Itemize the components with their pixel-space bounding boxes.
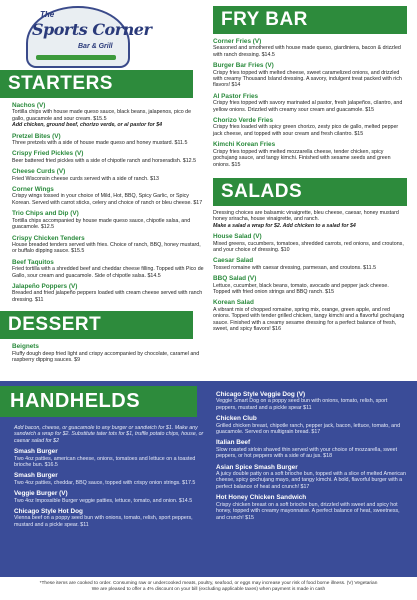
menu-item-description: Crispy fries topped with melted mozzarella cheese, tender chicken, spicy gochujang sauce, and tangy kimchi. Finished with sesame seeds and green onions. $15 [213,148,391,168]
menu-item [12,133,204,147]
menu-item [216,439,406,459]
menu-item-name: Crispy Chicken Tenders [12,234,85,242]
menu-item [213,38,407,58]
menu-item-name: Trio Chips and Dip (V) [12,210,79,218]
menu-item-name: Beef Taquitos [12,258,54,266]
menu-item [213,275,407,295]
restaurant-logo [26,6,152,64]
menu-item [216,391,406,411]
menu-item-description: Fried Wisconsin cheese curds served with a side of ranch. $13 [12,175,159,182]
menu-item-description: Grilled chicken breast, chipotle ranch, pepper jack, bacon, lettuce, tomato, and guacamole. Served on multigrain bread. $17 [216,422,401,436]
handhelds-right-list [216,391,406,521]
menu-item-description: Fluffy dough deep fried light and crispy accompanied by chocolate, caramel and raspberry dipping sauces. $9 [12,350,200,363]
menu-item-name: Corner Fries (V) [213,38,262,45]
menu-item-name: Al Pastor Fries [213,92,259,100]
menu-item-description: Tortilla chips with house made queso sauce, black beans, jalapenos, pico de gallo, guacamole and sour cream. $15.5 [12,109,192,122]
menu-item-name: Chorizo Verde Fries [213,117,274,125]
menu-item-description: Beer battered fried pickles with a side of chipotle ranch and horseradish. $12.5 [12,157,197,164]
menu-item-description: Tortilla chips accompanied by house made queso sauce, chipotle salsa, and guacamole. $12.5 [12,217,191,231]
salads-banner: SALADS [213,178,407,206]
menu-item-description: Fried tortilla with a shredded beef and cheddar cheese filling. Topped with Pico de Gallo, sour cream and guacamole. Side of chipotle salsa. $14.5 [12,266,204,279]
menu-item-description: A vibrant mix of chopped romaine, spring mix, orange, green apple, and red onions. Topped with tender grilled chicken, tangy kimchi and a flavorful gochujang sauce. Finished with a creamy sesame dressing for a perfect balance of fresh, sweet, and spicy flavors! $16 [213,306,405,332]
dessert-banner: DESSERT [0,311,193,339]
menu-item-description: Two 4oz patties, american cheese, onions, tomatoes and lettuce on a toasted brioche bun. $16.5 [14,455,196,469]
menu-item-description: Breaded and fried jalapeño peppers loaded with cream cheese served with ranch dressing. $11 [12,290,203,303]
salads-list [213,233,407,332]
menu-item-description: Crispy fries loaded with spicy green chorizo, zesty pico de gallo, melted pepper jack cheese, and topped with sour cream and fresh cilantro. $15 [213,124,399,137]
menu-item-name: Cheese Curds (V) [12,168,66,176]
footer-disclaimer: *These items are cooked to order. Consuming raw or undercooked meats, poultry, seafood, or eggs may increase your risk of food borne illness. (V) Vegetarian [39,581,378,586]
menu-item-description: Mixed greens, cucumbers, tomatoes, shredded carrots, red onions, and croutons, and your choice of dressing. $10 [213,240,404,253]
menu-item-description: Three pretzels with a side of house made queso and honey mustard. $11.5 [12,140,188,147]
menu-item-description: Tossed romaine with caesar dressing, parmesan, and croutons. $11.5 [213,264,377,271]
menu-item-name: Jalapeño Poppers (V) [12,282,78,290]
menu-item-description: Two 4oz Impossible Burger veggie patties, lettuce, tomato, and onion. $14.5 [14,497,193,504]
menu-item-description: Seasoned and smothered with house made queso, giardiniera, bacon & drizzled with ranch dressing. $14.5 [213,45,401,58]
menu-item [216,464,406,491]
menu-item-name: Kimchi Korean Fries [213,141,276,149]
menu-item [213,233,407,253]
menu-item-description: Veggie Smart Dog on a poppy seed bun with onions, tomato, relish, sport peppers, mustard and a pickle spear $11 [216,398,388,411]
dessert-list [12,343,204,363]
menu-item-description: Crispy wings tossed in your choice of Mild, Hot, BBQ, Spicy Garlic, or Spicy Korean. Served with carrot sticks, celery and choice of ranch or bleu cheese. $17 [12,193,203,206]
menu-item [213,141,407,168]
menu-item-description: Crispy fries topped with savory marinated al pastor, fresh jalapeños, cilantro, and yellow onions. Drizzled with creamy sour cream and guacamole. $15 [213,100,403,113]
handhelds-left-list [14,448,204,528]
menu-item-name: BBQ Salad (V) [213,275,257,283]
menu-item-name: Beignets [12,343,39,351]
menu-item-name: Nachos (V) [12,102,46,109]
starters-banner: STARTERS [0,70,193,98]
menu-item-description: A juicy double patty on a soft brioche bun, topped with a slice of melted American cheese, spicy gochujang mayo, and tangy kimchi. A bold, flavorful burger with a perfect balance of heat and crunch! $17 [216,471,406,490]
menu-item-name: Burger Bar Fries (V) [213,62,274,70]
menu-item [216,494,406,521]
salads-intro: Dressing choices are balsamic vinaigrette, bleu cheese, caesar, honey mustard honey sriracha, house vinaigrette, and ranch. [213,209,399,223]
menu-item-description: Lettuce, cucumber, black beans, tomato, avocado and pepper jack cheese. Topped with fried onion strings and BBQ ranch. $15 [213,282,389,295]
menu-item-name: Chicago Style Hot Dog [14,508,83,516]
logo-subtitle: Bar & Grill [78,43,113,50]
frybar-banner: FRY BAR [213,6,407,34]
menu-item [14,448,204,468]
menu-item [12,343,204,363]
menu-item-name: Smash Burger [14,472,58,480]
menu-item [213,62,407,89]
footer [0,581,417,593]
menu-item-description: Crispy fries topped with melted cheese, sweet caramelized onions, and drizzled with creamy Thousand Island dressing. A savory, indulgent treat packed with rich flavors! $14 [213,69,402,89]
menu-item-name: Crispy Fried Pickles (V) [12,150,84,158]
right-column [213,6,407,332]
menu-item [12,210,204,230]
menu-item [213,117,407,137]
menu-item-name: Hot Honey Chicken Sandwich [216,494,307,502]
menu-item-name: Asian Spice Smash Burger [216,463,298,471]
left-column [8,6,204,363]
menu-item [14,508,204,528]
handhelds-left-column [14,425,204,528]
menu-item-name: Chicago Style Veggie Dog (V) [216,391,306,398]
menu-item-name: Chicken Club [216,415,257,423]
menu-item-name: Veggie Burger (V) [14,490,68,498]
menu-item [213,257,407,271]
menu-item-description: Vienna beef on a poppy seed bun with onions, tomato, relish, sport peppers, mustard and a pickle spear. $11 [14,515,193,528]
menu-item-description: Slow roasted sirloin shaved thin served with your choice of mozzarella, sweet peppers, or hot peppers with a side of au jus. $18 [216,446,398,460]
handhelds-note: Add bacon, cheese, or guacamole to any burger or sandwich for $1. Make any sandwich a wrap for $2. Substitute tater tots for $1, truffle potato chips, house, or caesar salad for $2 [14,425,204,444]
menu-item [12,168,204,182]
starters-list [12,102,204,303]
menu-item-name: Corner Wings [12,186,54,194]
menu-item [12,283,204,303]
menu-item [12,102,204,129]
menu-item-name: Pretzel Bites (V) [12,132,61,140]
menu-item [12,235,204,255]
menu-item [213,93,407,113]
logo-the: The [40,10,55,19]
menu-item [14,490,204,504]
handhelds-section [0,381,417,577]
menu-item [216,415,406,435]
handhelds-banner: HANDHELDS [0,386,197,417]
menu-item-description: Two 4oz patties, cheddar, BBQ sauce, topped with crispy onion strings. $17.5 [14,479,196,486]
logo-grass [36,55,116,60]
menu-item [12,150,204,164]
menu-item-name: Smash Burger [14,448,58,456]
frybar-list [213,38,407,168]
handhelds-right-column [216,387,406,521]
menu-item-name: House Salad (V) [213,233,262,241]
menu-item-description: Crispy chicken breast on a soft brioche bun, drizzled with sweet and spicy hot honey, topped with creamy mayonnaise. A perfect balance of heat, sweetness, and crunch! $15 [216,501,400,521]
logo-name: Sports Corner [32,20,152,39]
menu-item-description: House breaded tenders served with fries. Choice of ranch, BBQ, honey mustard, or buffalo dipping sauce. $15.5 [12,241,201,255]
menu-item-name: Italian Beef [216,439,251,447]
menu-item [213,299,407,332]
menu-item [14,472,204,486]
footer-cash-discount: We are pleased to offer a 4% discount on your bill (excluding applicable taxes) when payment is made in cash [91,587,326,592]
salads-intro-note: Make a salad a wrap for $2. Add chicken to a salad for $4 [213,222,356,229]
menu-item-name: Korean Salad [213,299,254,307]
menu-item-name: Caesar Salad [213,257,254,265]
menu-item [12,186,204,206]
menu-item [12,259,204,279]
menu-item-note: Add chicken, ground beef, chorizo verde, or al pastor for $4 [12,122,163,129]
